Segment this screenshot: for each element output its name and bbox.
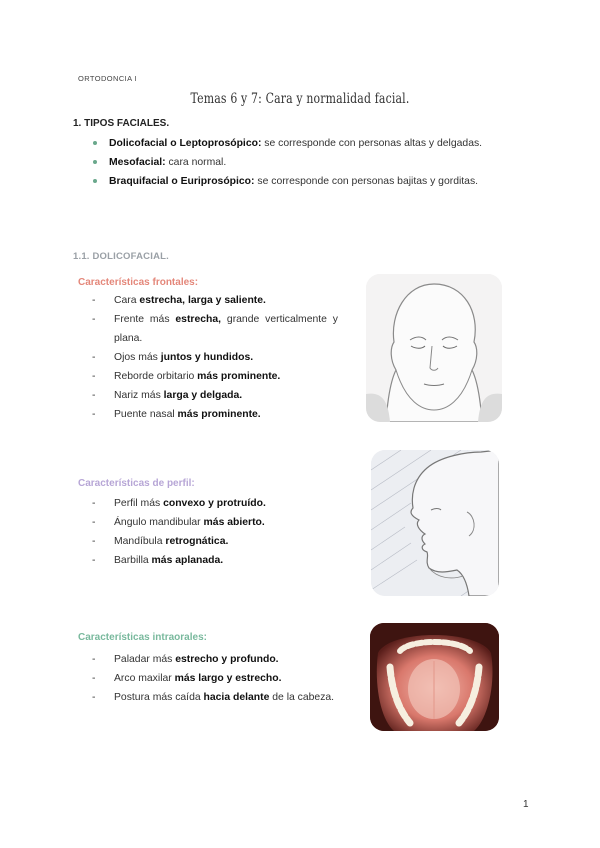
bullet-dot-icon xyxy=(93,160,97,164)
term: Braquifacial o Euriprosópico: xyxy=(109,176,255,187)
list-item: - Paladar más estrecho y profundo. xyxy=(92,650,338,669)
course-label: ORTODONCIA I xyxy=(78,74,138,83)
page-title: Temas 6 y 7: Cara y normalidad facial. xyxy=(190,91,410,107)
dash-marker: - xyxy=(92,409,96,420)
definition: se corresponde con personas bajitas y gorditas. xyxy=(254,176,479,187)
profile-characteristics-list xyxy=(92,494,338,570)
list-item: - Frente más estrecha, grande verticalmente y plana. xyxy=(92,310,338,348)
dash-marker: - xyxy=(92,352,96,363)
list-item: - Ángulo mandibular más abierto. xyxy=(92,513,338,532)
dash-marker: - xyxy=(92,692,96,703)
list-item: - Cara estrecha, larga y saliente. xyxy=(92,291,338,310)
list-item: - Mandíbula retrognática. xyxy=(92,532,338,551)
list-item xyxy=(93,134,525,153)
intraoral-characteristics-heading: Características intraorales: xyxy=(78,632,207,643)
profile-characteristics-heading: Características de perfil: xyxy=(78,478,195,489)
dash-marker: - xyxy=(92,654,96,665)
term: Dolicofacial o Leptoprosópico: xyxy=(109,138,262,149)
definition: cara normal. xyxy=(165,157,227,168)
profile-head-illustration xyxy=(371,450,499,596)
frontal-characteristics-list xyxy=(92,291,338,424)
list-item: - Perfil más convexo y protruído. xyxy=(92,494,338,513)
list-item xyxy=(93,172,525,191)
bullet-dot-icon xyxy=(93,141,97,145)
dash-marker: - xyxy=(92,555,96,566)
dash-marker: - xyxy=(92,517,96,528)
dash-marker: - xyxy=(92,673,96,684)
dash-marker: - xyxy=(92,295,96,306)
bullet-dot-icon xyxy=(93,179,97,183)
subsection-heading-dolicofacial: 1.1. DOLICOFACIAL. xyxy=(73,251,169,262)
tipos-faciales-list xyxy=(93,134,525,191)
frontal-face-icon xyxy=(366,274,502,422)
dash-marker: - xyxy=(92,314,96,325)
frontal-face-illustration xyxy=(366,274,502,422)
list-item xyxy=(93,153,525,172)
frontal-characteristics-heading: Características frontales: xyxy=(78,277,199,288)
list-item: - Ojos más juntos y hundidos. xyxy=(92,348,338,367)
list-item: - Nariz más larga y delgada. xyxy=(92,386,338,405)
list-item: - Reborde orbitario más prominente. xyxy=(92,367,338,386)
list-item: - Postura más caída hacia delante de la cabeza. xyxy=(92,688,338,707)
list-item: - Arco maxilar más largo y estrecho. xyxy=(92,669,338,688)
dash-marker: - xyxy=(92,498,96,509)
palate-icon xyxy=(370,623,499,731)
list-item: - Barbilla más aplanada. xyxy=(92,551,338,570)
palate-intraoral-photo xyxy=(370,623,499,731)
definition: se corresponde con personas altas y delgadas. xyxy=(261,138,483,149)
section-heading-tipos-faciales: 1. TIPOS FACIALES. xyxy=(73,118,170,129)
profile-head-icon xyxy=(371,450,499,596)
term: Mesofacial: xyxy=(109,157,166,168)
dash-marker: - xyxy=(92,536,96,547)
dash-marker: - xyxy=(92,371,96,382)
list-item: - Puente nasal más prominente. xyxy=(92,405,338,424)
intraoral-characteristics-list xyxy=(92,650,338,707)
page-number: 1 xyxy=(523,799,529,810)
dash-marker: - xyxy=(92,390,96,401)
